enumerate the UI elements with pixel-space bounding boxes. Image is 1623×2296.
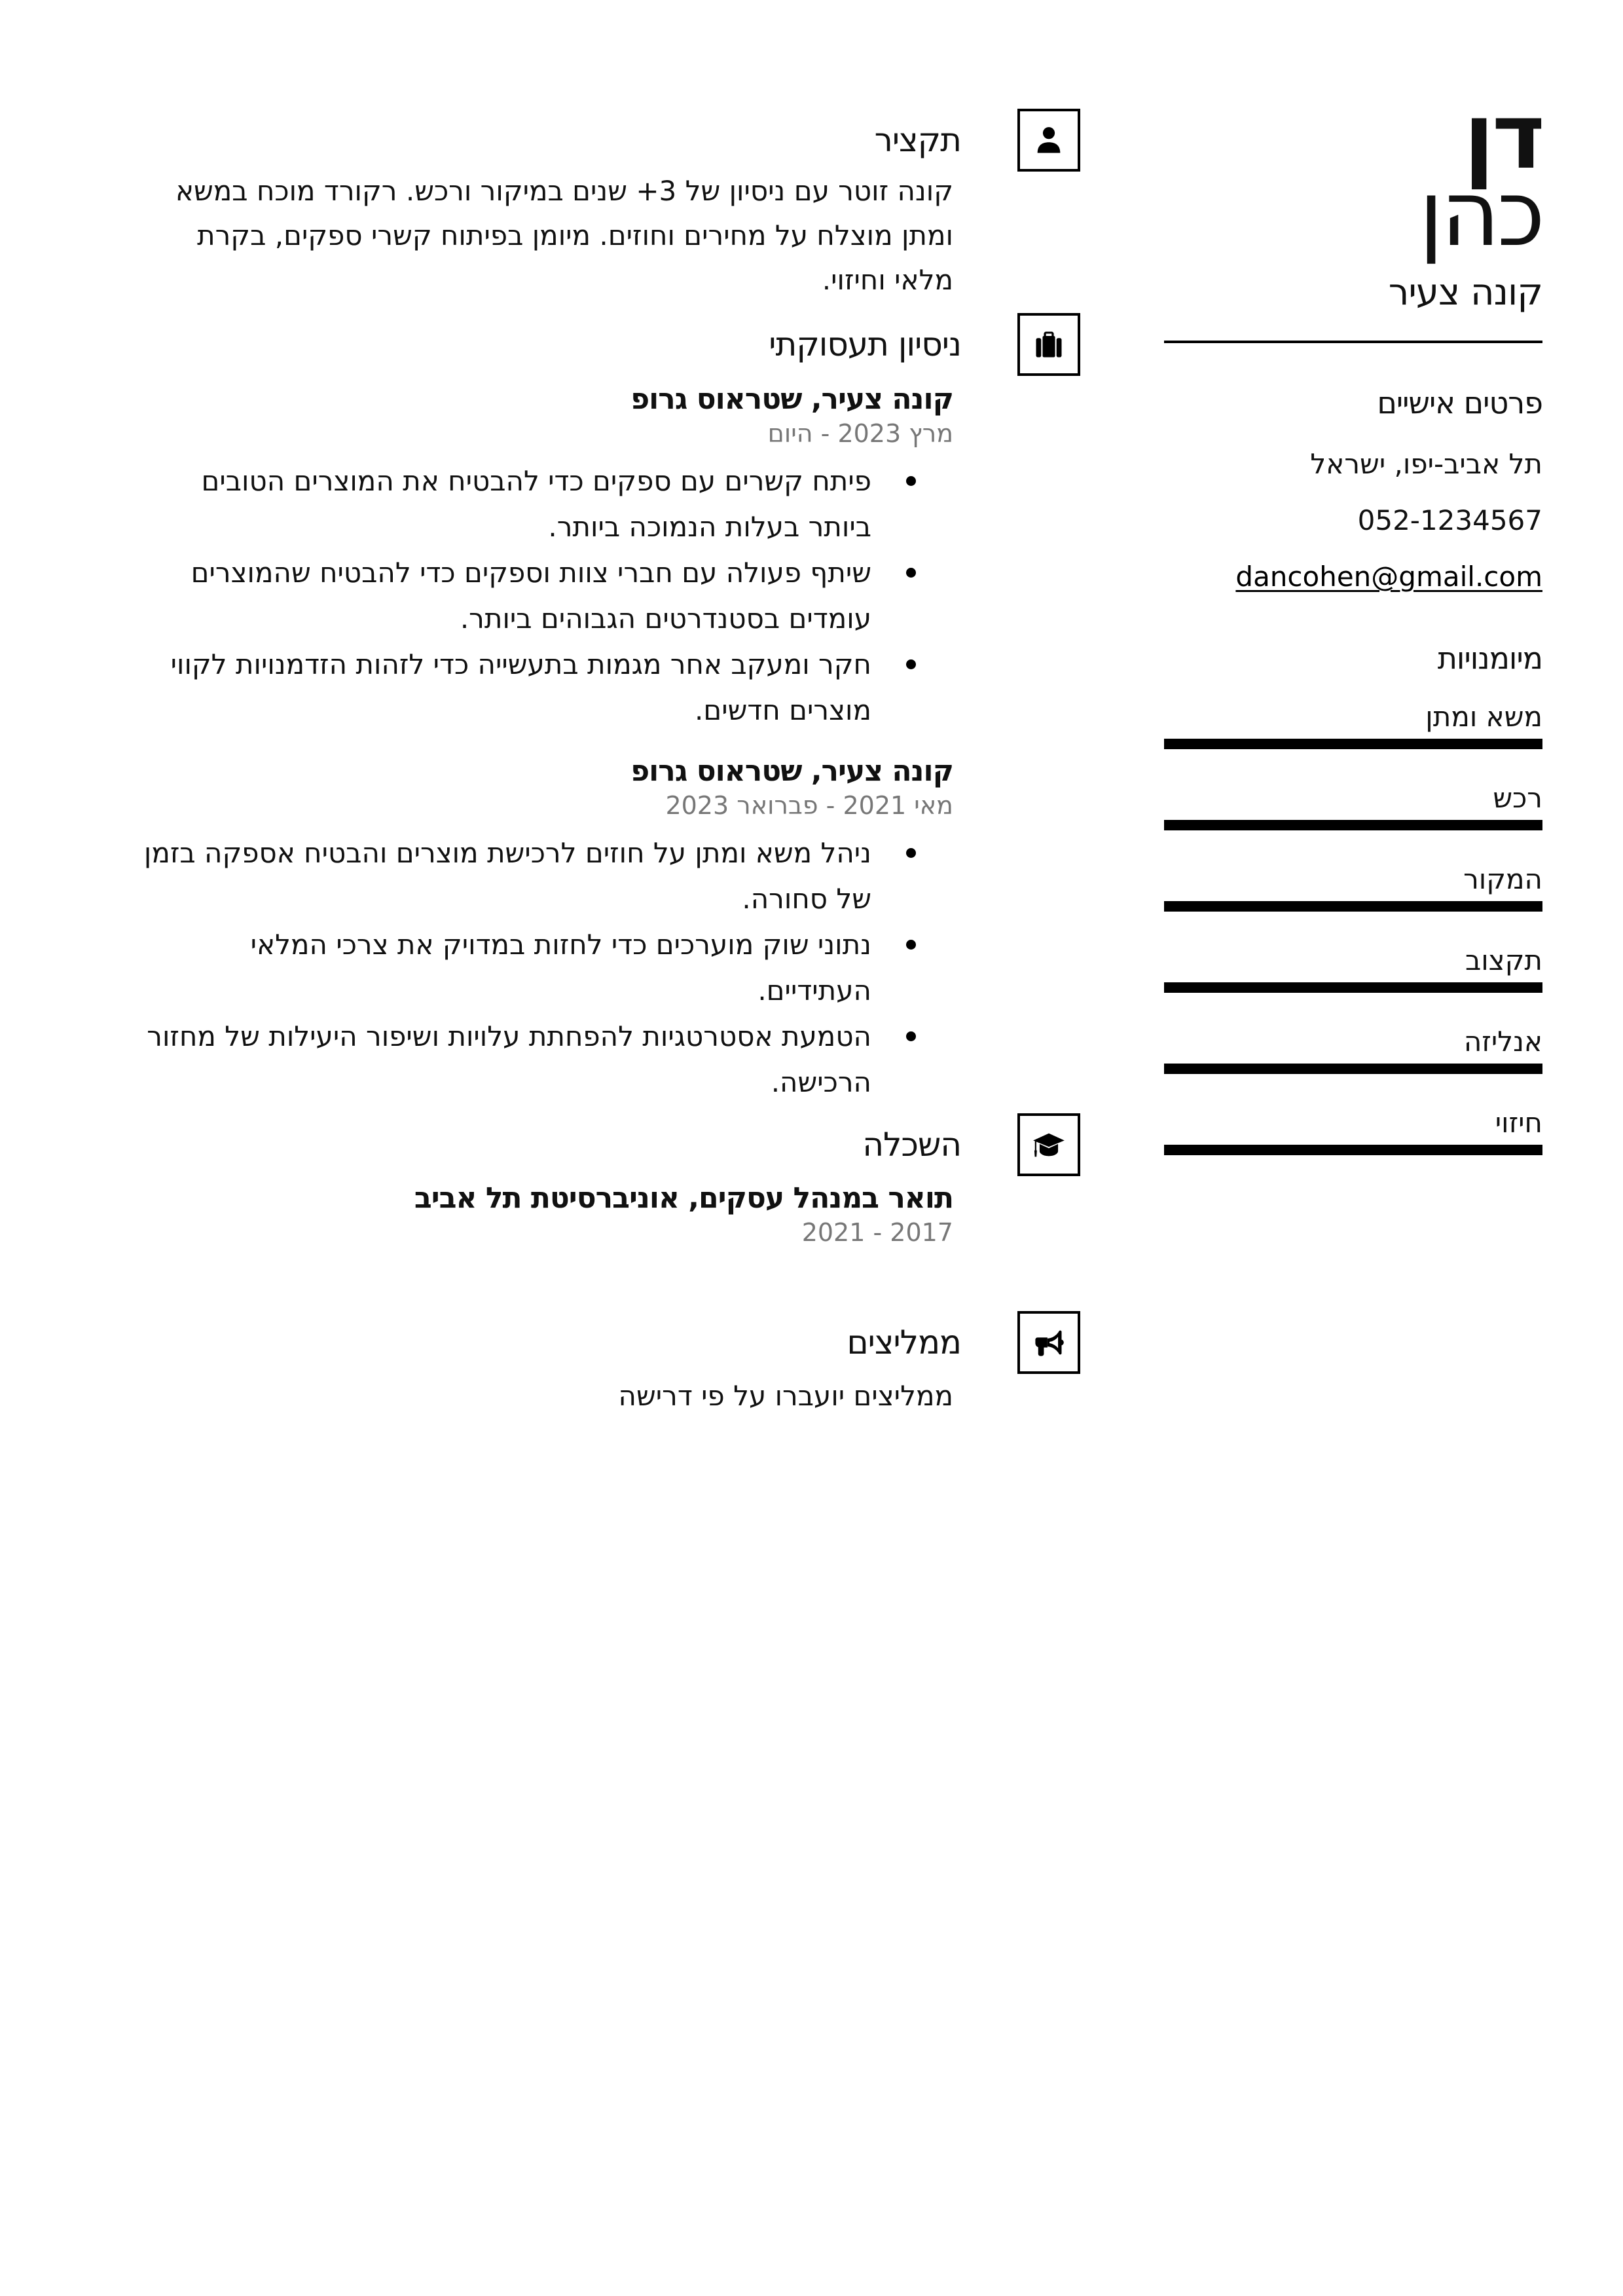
personal-details-section <box>1164 385 1542 596</box>
skill-item <box>1164 942 1542 993</box>
last-name: כהן <box>1419 161 1542 267</box>
job-heading: קונה צעיר, שטראוס גרופ <box>630 382 953 416</box>
sidebar <box>1164 84 1542 1185</box>
skill-level-fill <box>1164 820 1542 830</box>
education-date: 2017 - 2021 <box>801 1218 953 1247</box>
skill-name: רכש <box>1493 782 1542 814</box>
skill-item <box>1164 698 1542 749</box>
graduation-cap-icon <box>1017 1113 1080 1176</box>
job-date: מרץ 2023 - היום <box>767 419 953 448</box>
bullet-item: חקר ומעקב אחר מגמות בתעשייה כדי לזהות הזדמנויות לקווי מוצרים חדשים. <box>131 642 871 733</box>
summary-title: תקציר <box>874 121 961 159</box>
degree: תואר במנהל עסקים, אוניברסיטת תל אביב <box>414 1181 953 1215</box>
skill-level-bar <box>1164 901 1542 912</box>
bullet-item: נתוני שוק מוערכים כדי לחזות במדויק את צרכי המלאי העתידיים. <box>131 922 871 1014</box>
bullet-item: שיתף פעולה עם חברי צוות וספקים כדי להבטיח שהמוצרים עומדים בסטנדרטים הגבוהים ביותר. <box>131 550 871 642</box>
experience-title: ניסיון תעסוקתי <box>769 325 961 363</box>
education-body <box>131 1180 953 1248</box>
candidate-name <box>1164 84 1542 267</box>
skill-level-bar <box>1164 820 1542 830</box>
education-header <box>131 1113 1080 1176</box>
job-bullets <box>131 458 953 733</box>
personal-details-heading: פרטים אישיים <box>1377 385 1542 420</box>
megaphone-icon <box>1017 1311 1080 1374</box>
experience-header <box>131 313 1080 376</box>
skill-name: המקור <box>1463 863 1542 895</box>
email <box>1164 558 1542 596</box>
skill-level-bar <box>1164 1145 1542 1155</box>
skill-level-bar <box>1164 982 1542 993</box>
skill-level-fill <box>1164 901 1542 912</box>
skill-item <box>1164 1023 1542 1074</box>
skill-level-fill <box>1164 982 1542 993</box>
location: תל אביב-יפו, ישראל <box>1310 448 1542 480</box>
references-body <box>131 1374 953 1418</box>
job-title: קונה צעיר <box>1388 271 1542 314</box>
summary-body <box>131 169 953 303</box>
briefcase-icon <box>1017 313 1080 376</box>
skills-section <box>1164 640 1542 1155</box>
references-title: ממליצים <box>847 1324 961 1361</box>
bullet-item: הטמעת אסטרטגיות להפחתת עלויות ושיפור היעילות של מחזור הרכישה. <box>131 1014 871 1105</box>
bullet-item: ניהל משא ומתן על חוזים לרכישת מוצרים והבטיח אספקה בזמן של סחורה. <box>131 830 871 922</box>
education-title: השכלה <box>862 1126 961 1164</box>
job-date: מאי 2021 - פברואר 2023 <box>665 791 953 820</box>
education-section <box>131 1113 1080 1248</box>
experience-section <box>131 313 1080 1105</box>
first-name: דן <box>1463 84 1542 189</box>
skill-item <box>1164 1104 1542 1155</box>
skill-level-bar <box>1164 1064 1542 1074</box>
skill-level-fill <box>1164 1064 1542 1074</box>
skill-name: חיזוי <box>1495 1107 1542 1139</box>
job-entry <box>131 381 953 733</box>
email-link[interactable]: dancohen@gmail.com <box>1235 561 1542 593</box>
bullet-item: פיתח קשרים עם ספקים כדי להבטיח את המוצרים הטובים ביותר בעלות הנמוכה ביותר. <box>131 458 871 550</box>
summary-header <box>131 109 1080 172</box>
references-header <box>131 1311 1080 1374</box>
skill-item <box>1164 861 1542 912</box>
user-icon <box>1017 109 1080 172</box>
job-bullets <box>131 830 953 1105</box>
summary-section <box>131 109 1080 303</box>
skill-name: משא ומתן <box>1425 701 1542 733</box>
skill-level-fill <box>1164 739 1542 749</box>
skill-name: תקצוב <box>1465 944 1542 976</box>
job-heading: קונה צעיר, שטראוס גרופ <box>630 754 953 788</box>
summary-text: קונה זוטר עם ניסיון של 3+ שנים במיקור ורכש. רקורד מוכח במשא ומתן מוצלח על מחירים וחוזים. מיומן בפיתוח קשרי ספקים, בקרת מלאי וחיזוי. <box>175 175 953 296</box>
job-entry <box>131 753 953 1105</box>
phone: 052-1234567 <box>1357 504 1542 536</box>
references-section <box>131 1311 1080 1418</box>
experience-body <box>131 381 953 1105</box>
skills-heading: מיומנויות <box>1437 640 1542 676</box>
header-divider <box>1164 341 1542 343</box>
skill-item <box>1164 779 1542 830</box>
skill-level-bar <box>1164 739 1542 749</box>
skills-list <box>1164 698 1542 1155</box>
references-text: ממליצים יועברו על פי דרישה <box>618 1380 953 1412</box>
skill-name: אנליזה <box>1463 1026 1542 1058</box>
skill-level-fill <box>1164 1145 1542 1155</box>
